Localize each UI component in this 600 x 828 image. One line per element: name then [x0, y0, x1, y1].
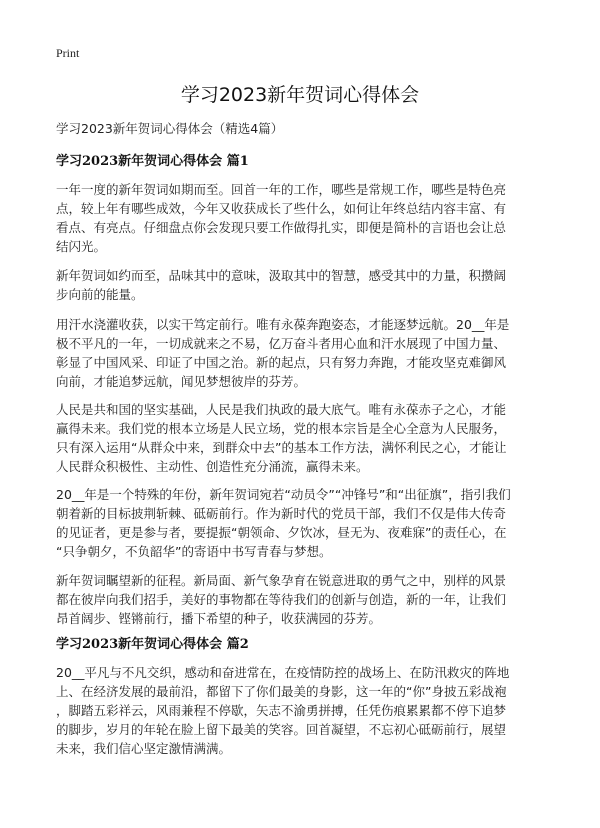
text-line: 步向前的能量。 — [56, 287, 144, 302]
text-line: 新年贺词如约而至，品味其中的意味，汲取其中的智慧，感受其中的力量，积攒阔 — [56, 268, 507, 283]
text-line: 只有深入运用“从群众中来，到群众中去”的基本工作方法，满怀利民之心，才能让 — [56, 440, 507, 455]
text-line: 结闪光。 — [56, 239, 107, 254]
section-heading-1: 学习2023新年贺词心得体会 篇1 — [56, 154, 249, 169]
text-line: 看点、有亮点。仔细盘点你会发现只要工作做得扎实，即便是简朴的言语也会让总 — [56, 220, 507, 235]
paragraph — [56, 180, 556, 256]
paragraph — [56, 315, 556, 391]
text-line: 人民是共和国的坚实基础，人民是我们执政的最大底气。唯有永葆赤子之心，才能 — [56, 402, 507, 417]
text-line: 的见证者，更是参与者，要提振“朝领命、夕饮冰，昼无为、夜难寐”的责任心，在 — [56, 525, 507, 540]
text-line: 人民群众积极性、主动性、创造性充分涌流，赢得未来。 — [56, 459, 369, 474]
text-line: 新年贺词瞩望新的征程。新局面、新气象孕育在锐意进取的勇气之中，别样的风景 — [56, 573, 507, 588]
text-line: 未来，我们信心坚定激情满满。 — [56, 741, 232, 756]
text-line: 昂首阔步、铿锵前行，播下希望的种子，收获满园的芬芳。 — [56, 611, 382, 626]
text-line: 都在彼岸向我们招手，美好的事物都在等待我们的创新与创造，新的一年，让我们 — [56, 592, 507, 607]
text-line: “只争朝夕，不负韶华”的寄语中书写青春与梦想。 — [56, 544, 332, 559]
paragraph — [56, 571, 556, 628]
text-line: 彰显了中国风采、印证了中国之治。新的起点，只有努力奔跑，才能攻坚克难御风 — [56, 355, 507, 370]
text-line: 一年一度的新年贺词如期而至。回首一年的工作，哪些是常规工作，哪些是特色亮 — [56, 182, 507, 197]
paragraph — [56, 266, 556, 304]
text-line: 朝着新的目标披荆斩棘、砥砺前行。作为新时代的党员干部，我们不仅是伟大传奇 — [56, 506, 507, 521]
document-subtitle: 学习2023新年贺词心得体会（精选4篇） — [56, 121, 284, 136]
paragraph — [56, 485, 556, 561]
text-line: 20__平凡与不凡交织，感动和奋进常在，在疫情防控的战场上、在防汛救灾的阵地 — [56, 665, 510, 680]
text-line: 赢得未来。我们党的根本立场是人民立场，党的根本宗旨是全心全意为人民服务， — [56, 421, 507, 436]
paragraph — [56, 400, 556, 476]
text-line: 向前，才能追梦远航，闻见梦想彼岸的芬芳。 — [56, 374, 307, 389]
text-line: 20__年是一个特殊的年份，新年贺词宛若“动员令”“冲锋号”和“出征旗”，指引我们 — [56, 487, 511, 502]
page-title: 学习2023新年贺词心得体会 — [180, 84, 420, 106]
text-line: ，脚踏五彩祥云，风雨兼程不停歇，矢志不渝勇拼搏，任凭伤痕累累都不停下追梦 — [56, 703, 507, 718]
text-line: 的脚步，岁月的年轮在脸上留下最美的笑容。回首凝望，不忘初心砥砺前行，展望 — [56, 722, 507, 737]
text-line: 极不平凡的一年，一切成就来之不易，亿万奋斗者用心血和汗水展现了中国力量、 — [56, 336, 507, 351]
text-line: 上、在经济发展的最前沿，都留下了你们最美的身影，这一年的“你”身披五彩战袍 — [56, 684, 507, 699]
section-heading-2: 学习2023新年贺词心得体会 篇2 — [56, 637, 249, 652]
text-line: 点，较上年有哪些成效，今年又收获成长了些什么，如何让年终总结内容丰富、有 — [56, 201, 507, 216]
print-label: Print — [56, 46, 80, 60]
text-line: 用汗水浇灌收获，以实干笃定前行。唯有永葆奔跑姿态，才能逐梦远航。20__年是 — [56, 317, 510, 332]
paragraph — [56, 663, 556, 758]
